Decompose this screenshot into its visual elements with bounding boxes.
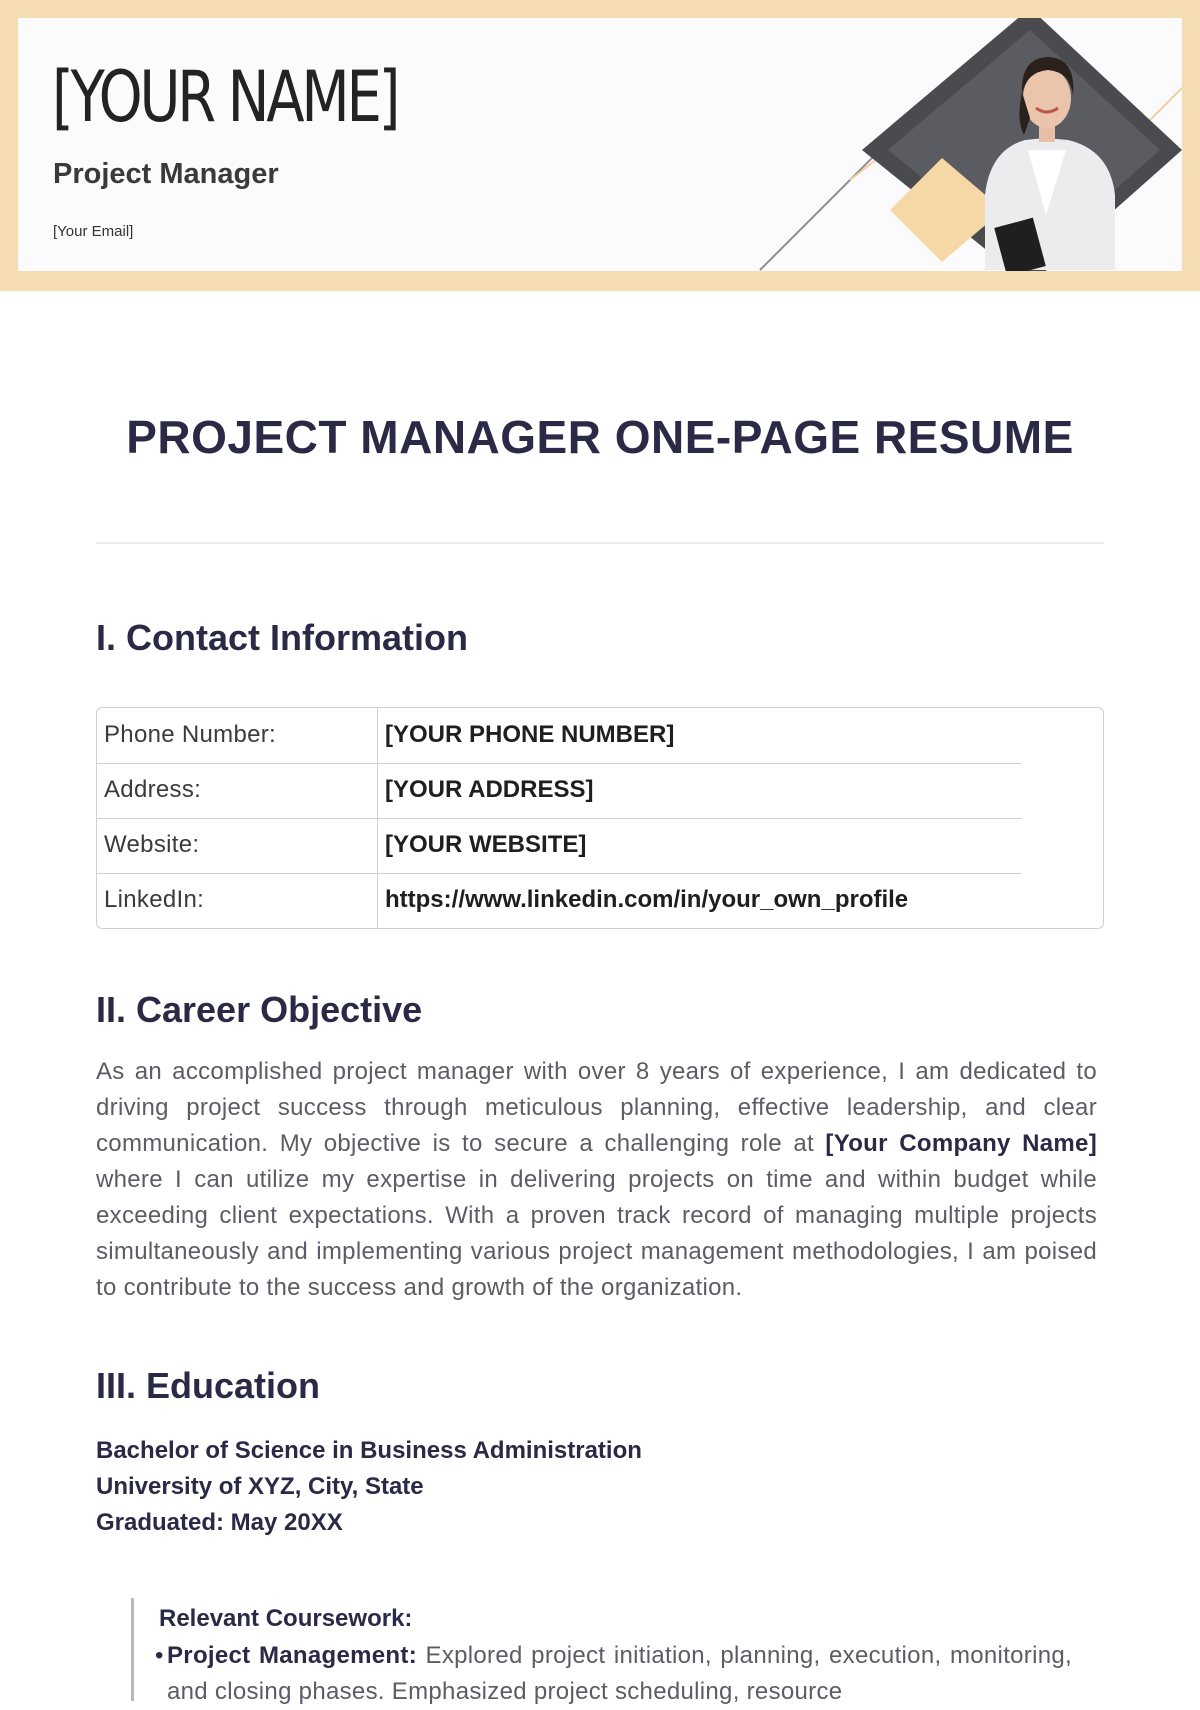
section-heading-education: III. Education bbox=[96, 1365, 321, 1406]
objective-text: where I can utilize my expertise in delivering projects on time and within budget while exceeding client expectations. With a proven track record of managing multiple projects simultaneously and implementing various project management methodologies, I am poised to contribute to the success and growth of the organization. bbox=[96, 1166, 1097, 1301]
contact-label: LinkedIn: bbox=[104, 886, 205, 913]
education-details bbox=[96, 1433, 642, 1541]
candidate-email: [Your Email] bbox=[53, 223, 134, 240]
table-row bbox=[97, 708, 1103, 763]
contact-label: Website: bbox=[104, 831, 200, 858]
header-card bbox=[18, 18, 1182, 271]
course-description: Explored project initiation, planning, execution, monitoring, and closing phases. Emphasized project scheduling, resource bbox=[167, 1642, 1072, 1705]
contact-value: [YOUR PHONE NUMBER] bbox=[385, 721, 675, 748]
school: University of XYZ, City, State bbox=[96, 1473, 424, 1500]
table-row bbox=[97, 763, 1103, 818]
company-placeholder: [Your Company Name] bbox=[825, 1130, 1097, 1157]
table-row bbox=[97, 818, 1103, 873]
contact-table bbox=[96, 707, 1104, 929]
graduation-date: Graduated: May 20XX bbox=[96, 1509, 343, 1536]
candidate-role: Project Manager bbox=[53, 158, 279, 190]
coursework-title: Relevant Coursework: bbox=[159, 1605, 413, 1632]
page-title: PROJECT MANAGER ONE-PAGE RESUME bbox=[126, 411, 1074, 463]
objective-text: As an accomplished project manager with over 8 years of experience, I am dedicated to driving project success through meticulous planning, effective leadership, and clear communication. My objective is to secure a challenging role at bbox=[96, 1058, 1097, 1157]
contact-label: Phone Number: bbox=[104, 721, 276, 748]
divider bbox=[96, 542, 1104, 544]
objective-paragraph bbox=[96, 1054, 1097, 1306]
bullet-icon: • bbox=[155, 1642, 164, 1669]
header-banner bbox=[0, 0, 1200, 291]
list-item bbox=[155, 1638, 1072, 1710]
candidate-name: [YOUR NAME] bbox=[52, 56, 398, 138]
contact-label: Address: bbox=[104, 776, 202, 803]
contact-value: [YOUR WEBSITE] bbox=[385, 831, 587, 858]
section-heading-objective: II. Career Objective bbox=[96, 989, 423, 1030]
course-name: Project Management: bbox=[167, 1642, 417, 1669]
contact-value: https://www.linkedin.com/in/your_own_profile bbox=[385, 886, 909, 913]
table-row bbox=[97, 873, 1103, 928]
coursework-quote-bar bbox=[131, 1598, 134, 1701]
section-heading-contact: I. Contact Information bbox=[96, 617, 468, 658]
degree: Bachelor of Science in Business Administration bbox=[96, 1437, 642, 1464]
contact-value: [YOUR ADDRESS] bbox=[385, 776, 594, 803]
